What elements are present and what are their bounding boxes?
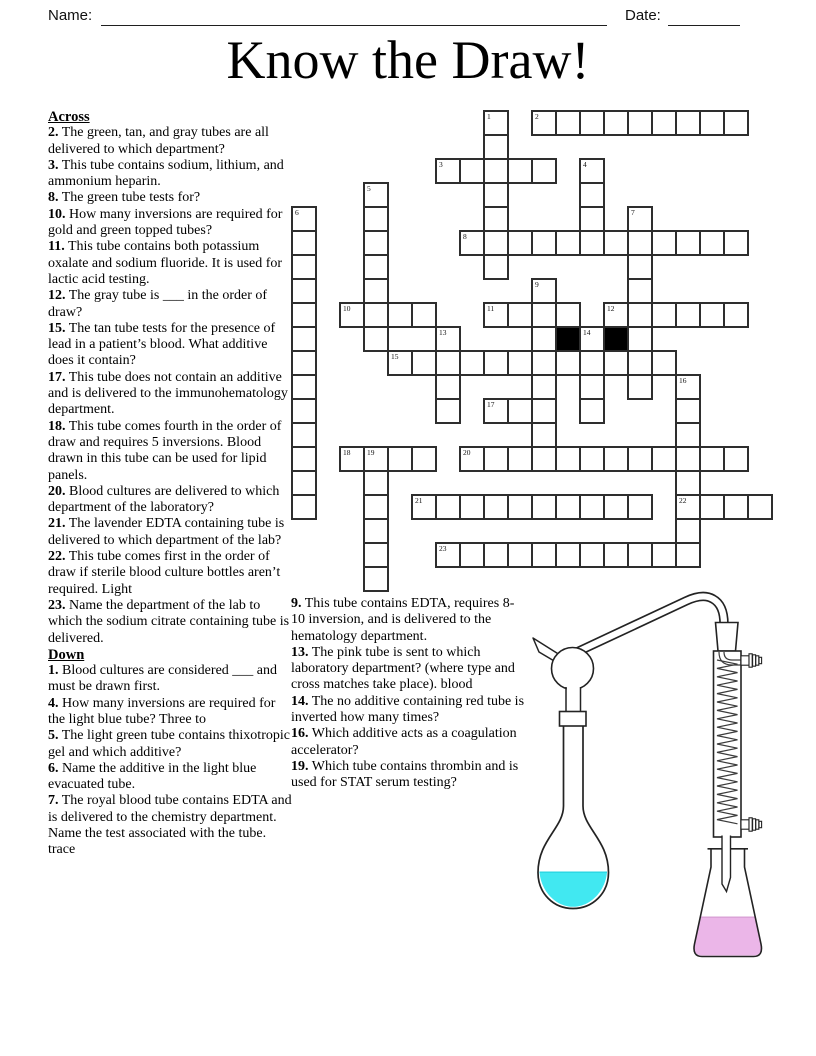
crossword-cell[interactable] (627, 110, 653, 136)
crossword-cell[interactable] (507, 230, 533, 256)
crossword-cell[interactable] (747, 494, 773, 520)
crossword-cell[interactable] (483, 182, 509, 208)
crossword-cell[interactable] (579, 158, 605, 184)
crossword-cell[interactable] (627, 206, 653, 232)
condenser-joint (716, 623, 739, 652)
crossword-cell[interactable] (627, 278, 653, 304)
cell-number: 15 (391, 352, 399, 361)
crossword-cell[interactable] (291, 326, 317, 352)
crossword-cell[interactable] (627, 494, 653, 520)
crossword-cell[interactable] (531, 302, 557, 328)
round-flask-liquid (540, 872, 608, 907)
crossword-cell[interactable] (507, 302, 533, 328)
clue-across-22: 22. This tube comes first in the order of draw if sterile blood culture bottles aren’t required. Light (48, 549, 281, 597)
clue-down-4: 4. How many inversions are required for the light blue tube? Three to (48, 695, 276, 727)
worksheet-title: Know the Draw! (226, 30, 590, 90)
cell-number: 2 (535, 112, 539, 121)
crossword-cell[interactable] (675, 422, 701, 448)
clues-column-1 (48, 109, 292, 859)
clues-column-2 (291, 596, 525, 792)
down-clues-list-part1 (48, 663, 292, 859)
crossword-cell[interactable] (291, 398, 317, 424)
crossword-cell[interactable] (699, 494, 725, 520)
crossword-cell[interactable] (603, 350, 629, 376)
crossword-cell[interactable] (675, 494, 701, 520)
cell-number: 12 (607, 304, 615, 313)
crossword-cell[interactable] (483, 446, 509, 472)
crossword-cell[interactable] (699, 446, 725, 472)
crossword-cell[interactable] (531, 494, 557, 520)
crossword-cell[interactable] (291, 422, 317, 448)
crossword-cell[interactable] (459, 446, 485, 472)
cell-number: 10 (343, 304, 351, 313)
crossword-cell[interactable] (459, 494, 485, 520)
crossword-cell[interactable] (675, 398, 701, 424)
crossword-cell[interactable] (339, 446, 365, 472)
crossword-cell[interactable] (411, 446, 437, 472)
crossword-cell[interactable] (651, 350, 677, 376)
date-label: Date: (625, 7, 661, 24)
crossword-cell[interactable] (675, 230, 701, 256)
crossword-cell[interactable] (363, 566, 389, 592)
hose-barb-top-icon (741, 654, 762, 667)
clue-across-20: 20. Blood cultures are delivered to which department of the laboratory? (48, 483, 280, 516)
crossword-cell[interactable] (723, 494, 749, 520)
crossword-cell[interactable] (291, 278, 317, 304)
clue-across-17: 17. This tube does not contain an additive and is delivered to the immunohematology department. (48, 369, 288, 418)
crossword-cell[interactable] (483, 134, 509, 160)
crossword-cell[interactable] (579, 542, 605, 568)
crossword-cell[interactable] (507, 446, 533, 472)
clue-down-19: 19. Which tube contains thrombin and is used for STAT serum testing? (291, 758, 519, 791)
crossword-cell[interactable] (411, 350, 437, 376)
crossword-cell[interactable] (579, 374, 605, 400)
crossword-cell[interactable] (291, 230, 317, 256)
crossword-cell[interactable] (363, 302, 389, 328)
crossword-cell[interactable] (627, 326, 653, 352)
crossword-cell[interactable] (603, 494, 629, 520)
clue-down-13: 13. The pink tube is sent to which laboratory department? (where type and cross matches take place). blood (291, 644, 515, 693)
crossword-cell[interactable] (675, 470, 701, 496)
clue-across-11: 11. This tube contains both potassium oxalate and sodium fluoride. It is used for lactic acid testing. (48, 239, 283, 287)
crossword-cell[interactable] (627, 254, 653, 280)
cell-number: 19 (367, 448, 375, 457)
crossword-cell[interactable] (363, 446, 389, 472)
cell-number: 1 (487, 112, 491, 121)
crossword-cell[interactable] (699, 110, 725, 136)
crossword-cell[interactable] (483, 206, 509, 232)
crossword-cell[interactable] (291, 350, 317, 376)
crossword-cell[interactable] (363, 494, 389, 520)
crossword-cell[interactable] (579, 350, 605, 376)
crossword-cell[interactable] (363, 518, 389, 544)
crossword-cell[interactable] (483, 158, 509, 184)
crossword-cell[interactable] (651, 230, 677, 256)
crossword-cell[interactable] (651, 446, 677, 472)
crossword-cell[interactable] (435, 494, 461, 520)
crossword-cell[interactable] (603, 230, 629, 256)
crossword-cell[interactable] (675, 542, 701, 568)
crossword-cell[interactable] (627, 374, 653, 400)
crossword-cell[interactable] (579, 230, 605, 256)
crossword-cell[interactable] (291, 254, 317, 280)
crossword-cell[interactable] (603, 446, 629, 472)
clue-across-12: 12. The gray tube is ___ in the order of draw? (48, 288, 268, 320)
splash-bulb (552, 648, 594, 690)
crossword-cell[interactable] (675, 110, 701, 136)
crossword-cell[interactable] (699, 230, 725, 256)
erlenmeyer-liquid (694, 917, 761, 956)
crossword-cell[interactable] (531, 542, 557, 568)
cell-number: 16 (679, 376, 687, 385)
crossword-cell[interactable] (363, 326, 389, 352)
crossword-cell[interactable] (723, 446, 749, 472)
crossword-cell[interactable] (507, 158, 533, 184)
bridge-tube-inner (577, 596, 724, 652)
down-heading: Down (48, 646, 85, 663)
crossword-cell[interactable] (507, 350, 533, 376)
clue-across-21: 21. The lavender EDTA containing tube is delivered to which department of the lab? (48, 516, 285, 548)
clue-down-6: 6. Name the additive in the light blue evacuated tube. (48, 760, 257, 793)
flask-joint (560, 712, 587, 727)
crossword-cell[interactable] (603, 110, 629, 136)
clue-down-5: 5. The light green tube contains thixotropic gel and which additive? (48, 728, 290, 760)
crossword-cell[interactable] (555, 494, 581, 520)
clue-across-18: 18. This tube comes fourth in the order of draw and requires 5 inversions. Blood drawn in this tube can be used for lipid panels. (48, 418, 282, 483)
hose-barb-bottom-icon (741, 818, 762, 831)
clue-across-15: 15. The tan tube tests for the presence of lead in a patient’s blood. What additive does it contain? (48, 320, 276, 369)
crossword-cell[interactable] (579, 182, 605, 208)
crossword-cell[interactable] (435, 374, 461, 400)
crossword-cell[interactable] (507, 542, 533, 568)
crossword-cell[interactable] (363, 206, 389, 232)
crossword-cell[interactable] (339, 302, 365, 328)
crossword-cell[interactable] (579, 326, 605, 352)
cell-number: 14 (583, 328, 591, 337)
crossword-cell[interactable] (531, 350, 557, 376)
crossword-cell[interactable] (531, 326, 557, 352)
crossword-cell[interactable] (675, 446, 701, 472)
crossword-cell[interactable] (723, 110, 749, 136)
crossword-cell[interactable] (555, 110, 581, 136)
crossword-cell[interactable] (531, 278, 557, 304)
crossword-cell[interactable] (579, 494, 605, 520)
clue-across-8: 8. The green tube tests for? (48, 190, 201, 206)
cell-number: 20 (463, 448, 471, 457)
crossword-cell[interactable] (435, 398, 461, 424)
name-blank-line[interactable] (101, 25, 607, 26)
clue-across-3: 3. This tube contains sodium, lithium, and ammonium heparin. (48, 157, 284, 190)
crossword-cell[interactable] (507, 494, 533, 520)
crossword-cell[interactable] (363, 470, 389, 496)
crossword-cell[interactable] (291, 470, 317, 496)
crossword-cell[interactable] (555, 350, 581, 376)
crossword-cell[interactable] (291, 374, 317, 400)
clue-across-23: 23. Name the department of the lab to which the sodium citrate containing tube is delivered. (48, 597, 290, 646)
crossword-cell[interactable] (699, 302, 725, 328)
crossword-cell[interactable] (411, 302, 437, 328)
crossword-cell[interactable] (675, 302, 701, 328)
crossword-cell[interactable] (531, 398, 557, 424)
crossword-cell[interactable] (435, 350, 461, 376)
crossword-cell[interactable] (579, 398, 605, 424)
cell-number: 5 (367, 184, 371, 193)
crossword-cell[interactable] (363, 542, 389, 568)
cell-number: 4 (583, 160, 587, 169)
cell-number: 17 (487, 400, 495, 409)
clue-across-2: 2. The green, tan, and gray tubes are all delivered to which department? (48, 125, 269, 157)
crossword-cell[interactable] (483, 494, 509, 520)
crossword-cell[interactable] (675, 374, 701, 400)
crossword-cell[interactable] (531, 422, 557, 448)
crossword-cell[interactable] (435, 326, 461, 352)
crossword-cell[interactable] (627, 446, 653, 472)
crossword-cell[interactable] (603, 542, 629, 568)
cell-number: 3 (439, 160, 443, 169)
crossword-cell[interactable] (483, 350, 509, 376)
crossword-cell[interactable] (483, 542, 509, 568)
crossword-cell[interactable] (723, 230, 749, 256)
crossword-cell[interactable] (555, 542, 581, 568)
crossword-cell[interactable] (651, 542, 677, 568)
cell-number: 6 (295, 208, 299, 217)
crossword-cell[interactable] (459, 158, 485, 184)
crossword-cell[interactable] (483, 302, 509, 328)
crossword-cell[interactable] (531, 374, 557, 400)
crossword-cell[interactable] (483, 110, 509, 136)
crossword-cell[interactable] (387, 446, 413, 472)
crossword-cell[interactable] (435, 158, 461, 184)
crossword-cell[interactable] (531, 158, 557, 184)
crossword-cell[interactable] (627, 230, 653, 256)
crossword-cell[interactable] (651, 302, 677, 328)
crossword-cell[interactable] (483, 398, 509, 424)
crossword-cell[interactable] (291, 302, 317, 328)
crossword-cell[interactable] (483, 230, 509, 256)
cell-number: 8 (463, 232, 467, 241)
crossword-cell[interactable] (555, 302, 581, 328)
crossword-cell[interactable] (387, 302, 413, 328)
cell-number: 23 (439, 544, 447, 553)
crossword-cell[interactable] (507, 398, 533, 424)
crossword-cell[interactable] (291, 206, 317, 232)
crossword-cell[interactable] (603, 302, 629, 328)
crossword-cell[interactable] (291, 446, 317, 472)
clue-down-16: 16. Which additive acts as a coagulation accelerator? (291, 726, 517, 758)
bulb-neck-mask (567, 686, 580, 712)
crossword-cell[interactable] (363, 182, 389, 208)
crossword-cell[interactable] (651, 110, 677, 136)
clue-down-7: 7. The royal blood tube contains EDTA and is delivered to the chemistry department. Name the test associated with the tube. trace (48, 793, 292, 858)
date-blank-line[interactable] (668, 25, 740, 26)
across-clues-list (48, 125, 292, 647)
name-label: Name: (48, 7, 93, 24)
crossword-cell[interactable] (723, 302, 749, 328)
crossword-cell[interactable] (363, 230, 389, 256)
distillation-apparatus-illustration (525, 585, 780, 965)
crossword-cell[interactable] (627, 542, 653, 568)
crossword-cell[interactable] (555, 446, 581, 472)
crossword-cell[interactable] (579, 446, 605, 472)
crossword-cell[interactable] (387, 350, 413, 376)
crossword-cell[interactable] (579, 206, 605, 232)
drip-tube (722, 836, 731, 892)
crossword-cell[interactable] (555, 230, 581, 256)
crossword-cell[interactable] (363, 254, 389, 280)
cell-number: 13 (439, 328, 447, 337)
clue-down-14: 14. The no additive containing red tube is inverted how many times? (291, 693, 525, 726)
clue-down-9: 9. This tube contains EDTA, requires 8-10 inversion, and is delivered to the hematology department. (291, 596, 515, 644)
crossword-cell[interactable] (411, 494, 437, 520)
crossword-cell[interactable] (459, 350, 485, 376)
clue-down-1: 1. Blood cultures are considered ___ and must be drawn first. (48, 663, 277, 695)
crossword-cell[interactable] (483, 254, 509, 280)
cell-number: 18 (343, 448, 351, 457)
crossword-cell[interactable] (435, 542, 461, 568)
crossword-cell[interactable] (579, 110, 605, 136)
cell-number: 11 (487, 304, 495, 313)
crossword-cell[interactable] (531, 110, 557, 136)
crossword-block-cell (555, 326, 581, 352)
clue-across-10: 10. How many inversions are required for gold and green topped tubes? (48, 206, 283, 239)
crossword-cell[interactable] (363, 278, 389, 304)
crossword-cell[interactable] (531, 446, 557, 472)
crossword-cell[interactable] (459, 542, 485, 568)
cell-number: 7 (631, 208, 635, 217)
across-heading: Across (48, 109, 90, 125)
cell-number: 9 (535, 280, 539, 289)
crossword-cell[interactable] (627, 350, 653, 376)
crossword-cell[interactable] (291, 494, 317, 520)
crossword-cell[interactable] (675, 518, 701, 544)
crossword-cell[interactable] (627, 302, 653, 328)
cell-number: 22 (679, 496, 687, 505)
crossword-block-cell (603, 326, 629, 352)
cell-number: 21 (415, 496, 423, 505)
down-clues-list-part2 (291, 596, 525, 792)
crossword-cell[interactable] (531, 230, 557, 256)
crossword-cell[interactable] (459, 230, 485, 256)
